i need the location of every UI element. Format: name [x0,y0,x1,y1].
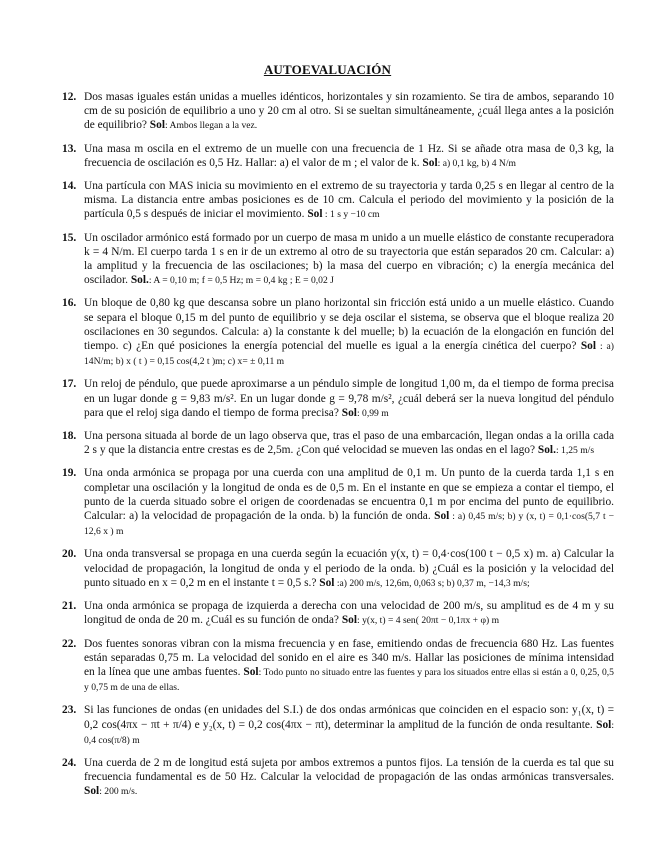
solution-label: Sol [341,406,357,419]
problem-statement: Dos fuentes sonoras vibran con la misma frecuencia y en fase, emitiendo ondas de frecuencia 680 Hz. Las fuentes están separadas 0,75 m. La velocidad del sonido en el aire es 340 m/s. Hallar las posiciones de mínima intensidad en la línea que une ambas fuentes. [84,637,614,678]
solution-label: Sol [84,785,100,798]
problem-number: 21. [62,600,77,613]
problem-item [62,756,614,800]
problem-text [84,637,614,696]
problem-number: 20. [62,548,77,561]
problem-item [62,142,614,171]
problem-text [84,296,614,369]
problem-text [84,547,614,591]
solution-answer: : a) 14N/m; b) x ( t ) = 0,15 cos(4,2 t )m; c) x= ± 0,11 m [84,341,614,368]
solution-label: Sol [434,510,450,523]
problem-number: 15. [62,231,77,244]
problem-statement: Una persona situada al borde de un lago observa que, tras el paso de una embarcación, llegan ondas a la orilla cada 2 s y que la distancia entre crestas es de 2,5m. ¿Con qué velocidad se mueven las ondas en el lago? [84,430,614,457]
solution-label: Sol [319,576,335,589]
problem-number: 22. [62,637,77,650]
problem-statement: Si las funciones de ondas (en unidades del S.I.) de dos ondas armónicas que coinciden en el espacio son: y₁(x, t) = 0,2 cos(4πx − πt + π/4) e y₂(x, t) = 0,2 cos(4πx − πt), determinar la amplitud de la función de onda resultante. [84,704,614,731]
problem-text [84,599,614,628]
solution-answer: : a) 0,45 m/s; b) y (x, t) = 0,1·cos(5,7 t − 12,6 x ) m [84,511,615,538]
solution-answer: : a) 0,1 kg, b) 4 N/m [437,157,516,169]
solution-label: Sol [149,119,165,132]
problem-item [62,377,614,421]
problem-statement: Un bloque de 0,80 kg que descansa sobre un plano horizontal sin fricción está unido a un muelle elástico. Cuando se separa el bloque 0,15 m del punto de equilibrio y se deja oscilar el sistema, se observa que el bloque realiza 20 oscilaciones en 30 segundos. Calcula: a) la constante k del muelle; b) la ecuación de la elongación en función del tiempo. c) ¿En qué posiciones la energía potencial del muelle es igual a la energía cinética del cuerpo? [84,297,614,353]
solution-answer: : 1 s y −10 cm [322,209,380,221]
problem-statement: Un oscilador armónico está formado por un cuerpo de masa m unido a un muelle elástico de constante recuperadora k = 4 N/m. El cuerpo tarda 1 s en ir de un extremo al otro de su trayectoria que están separados 20 cm. Calcular: a) la amplitud y la frecuencia de las oscilaciones; b) la masa del cuerpo en vibración; c) la energía mecánica del oscilador. [84,231,614,287]
problem-item [62,231,614,289]
problem-list [62,90,614,808]
solution-answer: : y(x, t) = 4 sen( 20πt − 0,1πx + φ) m [357,615,500,627]
problem-statement: Una onda armónica se propaga por una cuerda con una amplitud de 0,1 m. Un punto de la cuerda tarda 1,1 s en completar una oscilación y la longitud de onda es de 0,5 m. En el instante en que se empieza a contar el tiempo, el punto de la cuerda situado sobre el origen de coordenadas se encuentra 0,1 m por encima del punto de equilibrio. Calcular: a) la velocidad de propagación de la onda. b) la función de onda. [84,467,614,523]
problem-item [62,429,614,458]
solution-label: Sol [580,340,597,353]
problem-number: 19. [62,467,77,480]
problem-number: 17. [62,378,77,391]
solution-answer: : 0,4 cos(π/8) m [84,719,614,746]
solution-label: Sol [422,156,438,169]
solution-answer: : Ambos llegan a la vez. [165,120,258,132]
problem-statement: Una onda transversal se propaga en una cuerda según la ecuación y(x, t) = 0,4·cos(100 t − 0,5 x) m. a) Calcular la velocidad de propagación, la longitud de onda y el periodo de la onda. b) ¿Cuál es la posición y la velocidad del punto situado en x = 0,2 m en el instante t = 0,5 s.? [84,548,614,589]
solution-answer: : 1,25 m/s [555,445,595,457]
problem-statement: Un reloj de péndulo, que puede aproximarse a un péndulo simple de longitud 1,00 m, da el tiempo de forma precisa en un lugar donde g = 9,83 m/s². En un lugar donde g = 9,78 m/s², ¿cuál deberá ser la nueva longitud del péndulo para que el reloj siga dando el tiempo de forma precisa? [84,378,614,419]
solution-label: Sol [341,614,358,627]
problem-item [62,703,614,748]
problem-number: 12. [62,91,77,103]
solution-answer: : A = 0,10 m; f = 0,5 Hz; m = 0,4 kg ; E = 0,02 J [148,275,334,287]
problem-statement: Una onda armónica se propaga de izquierda a derecha con una velocidad de 200 m/s, su amplitud es de 4 m y su longitud de onda de 20 m. ¿Cuál es su función de onda? [84,600,614,627]
problem-item [62,90,614,134]
problem-item [62,296,614,369]
problem-number: 24. [62,756,77,769]
solution-answer: : Todo punto no situado entre las fuentes y para los situados entre ellas si están a 0, 0,25, 0,5 y 0,75 m de una de ellas. [84,666,614,694]
problem-statement: Una cuerda de 2 m de longitud está sujeta por ambos extremos a puntos fijos. La tensión de la cuerda es tal que su frecuencia fundamental es de 50 Hz. Calcular la velocidad de propagación de las ondas armónicas transversales. [84,756,614,784]
problem-text [84,231,614,289]
solution-label: Sol [307,208,323,221]
solution-label: Sol [596,718,612,731]
problem-number: 23. [62,704,77,717]
page-title: AUTOEVALUACIÓN [263,62,392,77]
problem-text [84,142,614,171]
problem-statement: Una masa m oscila en el extremo de un muelle con una frecuencia de 1 Hz. Si se añade otra masa de 0,3 kg, la frecuencia de oscilación es 0,5 Hz. Hallar: a) el valor de m ; el valor de k. [84,142,614,169]
problem-item [62,466,614,539]
solution-label: Sol. [130,274,149,287]
problem-text [84,179,614,223]
problem-text [84,703,614,748]
problem-statement: Dos masas iguales están unidas a muelles idénticos, horizontales y sin rozamiento. Se tira de ambos, separando 10 cm de su posición de equilibrio a uno y 20 cm al otro. Si se sueltan simultáneamente, ¿cuál llega antes a la posición de equilibrio? [84,91,614,132]
problem-number: 13. [62,142,77,155]
problem-item [62,547,614,591]
problem-text [84,756,614,800]
solution-label: Sol. [537,444,556,457]
problem-item [62,599,614,628]
problem-number: 16. [62,297,77,310]
problem-item [62,637,614,696]
problem-number: 18. [62,430,77,443]
solution-answer: : 0,99 m [356,407,389,419]
problem-text [84,90,614,134]
problem-item [62,179,614,223]
problem-text [84,429,614,458]
solution-answer: :a) 200 m/s, 12,6m, 0,063 s; b) 0,37 m, −14,3 m/s; [334,577,530,589]
solution-answer: : 200 m/s. [99,786,138,798]
problem-statement: Una partícula con MAS inicia su movimiento en el extremo de su trayectoria y tarda 0,25 s en llegar al centro de la misma. La distancia entre ambas posiciones es de 10 cm. Calcula el periodo del movimiento y la posición de la partícula 0,5 s después de iniciar el movimiento. [84,180,614,221]
problem-number: 14. [62,180,77,193]
problem-text [84,466,614,539]
solution-label: Sol [243,665,259,678]
problem-text [84,377,614,421]
